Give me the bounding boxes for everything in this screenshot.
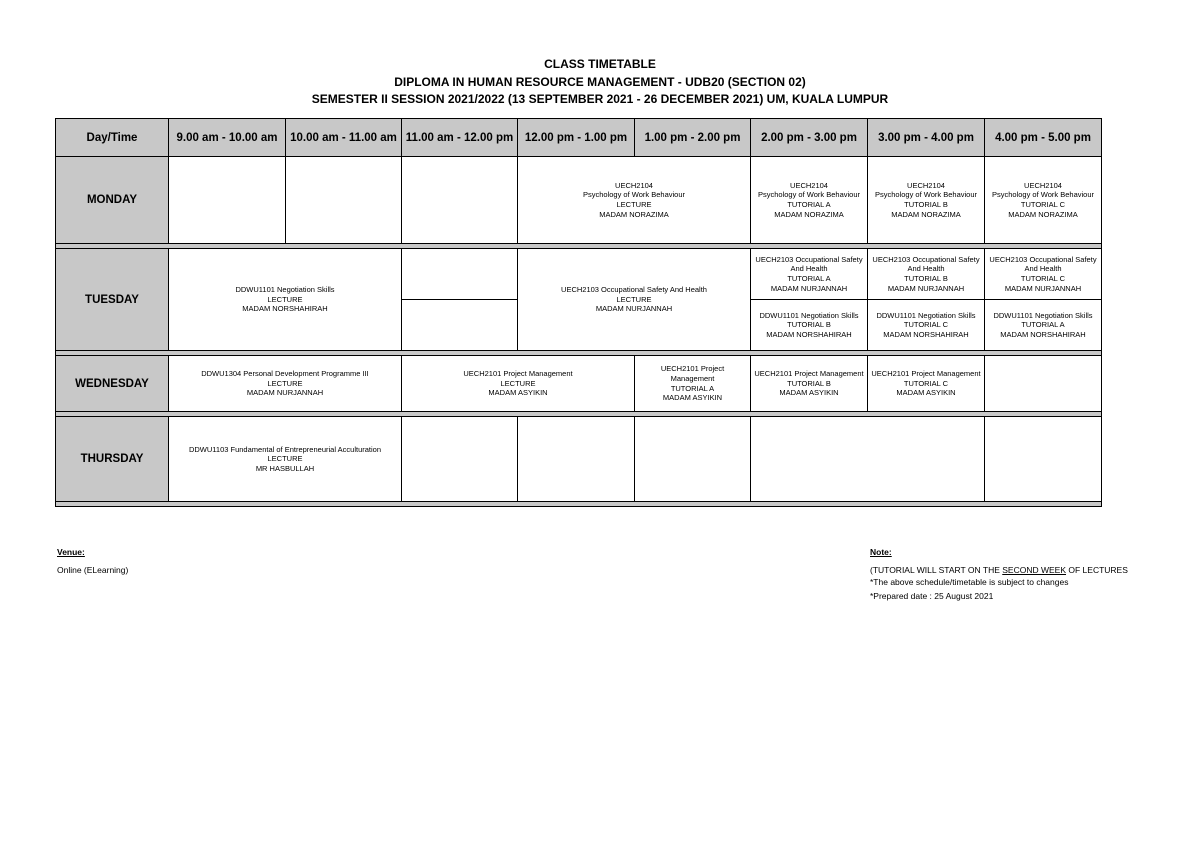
empty-cell: [169, 157, 286, 244]
empty-cell: [402, 249, 518, 300]
class-cell: UECH2101 Project Management TUTORIAL A MADAM ASYIKIN: [635, 356, 751, 412]
header-row: [56, 119, 1102, 157]
header-slot-1: 1.00 pm - 2.00 pm: [635, 119, 751, 157]
class-cell: UECH2104 Psychology of Work Behaviour TUTORIAL C MADAM NORAZIMA: [985, 157, 1102, 244]
empty-cell: [518, 417, 635, 502]
day-tuesday: TUESDAY: [56, 249, 169, 351]
class-cell: UECH2104 Psychology of Work Behaviour TUTORIAL B MADAM NORAZIMA: [868, 157, 985, 244]
class-cell: UECH2104 Psychology of Work Behaviour TUTORIAL A MADAM NORAZIMA: [751, 157, 868, 244]
empty-cell: [286, 157, 402, 244]
empty-cell: [402, 157, 518, 244]
header-slot-2: 2.00 pm - 3.00 pm: [751, 119, 868, 157]
class-cell: UECH2104 Psychology of Work Behaviour LECTURE MADAM NORAZIMA: [518, 157, 751, 244]
wednesday-row: [56, 356, 1102, 412]
thursday-row: [56, 417, 1102, 502]
empty-cell: [635, 417, 751, 502]
class-cell: UECH2101 Project Management LECTURE MADAM ASYIKIN: [402, 356, 635, 412]
class-cell: DDWU1101 Negotiation Skills TUTORIAL C MADAM NORSHAHIRAH: [868, 300, 985, 351]
note-prepared-date: *Prepared date : 25 August 2021: [870, 591, 994, 601]
timetable: [55, 118, 1102, 507]
day-thursday: THURSDAY: [56, 417, 169, 502]
empty-cell: [402, 300, 518, 351]
header-slot-4: 4.00 pm - 5.00 pm: [985, 119, 1102, 157]
empty-cell: [985, 417, 1102, 502]
header-slot-11: 11.00 am - 12.00 pm: [402, 119, 518, 157]
tuesday-row: [56, 249, 1102, 300]
class-cell: UECH2101 Project Management TUTORIAL B MADAM ASYIKIN: [751, 356, 868, 412]
monday-row: [56, 157, 1102, 244]
empty-cell: [402, 417, 518, 502]
note-schedule-changes: *The above schedule/timetable is subject to changes: [870, 577, 1069, 587]
class-cell: UECH2103 Occupational Safety And Health TUTORIAL C MADAM NURJANNAH: [985, 249, 1102, 300]
venue-label: Venue:: [57, 547, 85, 557]
header-slot-12: 12.00 pm - 1.00 pm: [518, 119, 635, 157]
semester-title: SEMESTER II SESSION 2021/2022 (13 SEPTEMBER 2021 - 26 DECEMBER 2021) UM, KUALA LUMPUR: [311, 92, 889, 106]
class-cell: UECH2103 Occupational Safety And Health TUTORIAL A MADAM NURJANNAH: [751, 249, 868, 300]
note-tutorial-start: (TUTORIAL WILL START ON THE SECOND WEEK OF LECTURES: [870, 565, 1128, 575]
header-slot-10: 10.00 am - 11.00 am: [286, 119, 402, 157]
class-cell: UECH2103 Occupational Safety And Health TUTORIAL B MADAM NURJANNAH: [868, 249, 985, 300]
empty-cell: [751, 417, 985, 502]
class-cell: DDWU1101 Negotiation Skills LECTURE MADAM NORSHAHIRAH: [169, 249, 402, 351]
programme-title: DIPLOMA IN HUMAN RESOURCE MANAGEMENT - UDB20 (SECTION 02): [394, 74, 806, 89]
header-slot-3: 3.00 pm - 4.00 pm: [868, 119, 985, 157]
venue-value: Online (ELearning): [57, 565, 129, 575]
timetable-header: [0, 56, 1200, 109]
class-cell: DDWU1101 Negotiation Skills TUTORIAL B MADAM NORSHAHIRAH: [751, 300, 868, 351]
class-cell: DDWU1103 Fundamental of Entrepreneurial Acculturation LECTURE MR HASBULLAH: [169, 417, 402, 502]
class-cell: DDWU1304 Personal Development Programme III LECTURE MADAM NURJANNAH: [169, 356, 402, 412]
page-title: CLASS TIMETABLE: [544, 57, 656, 71]
day-wednesday: WEDNESDAY: [56, 356, 169, 412]
day-monday: MONDAY: [56, 157, 169, 244]
class-cell: UECH2103 Occupational Safety And Health LECTURE MADAM NURJANNAH: [518, 249, 751, 351]
empty-cell: [985, 356, 1102, 412]
row-separator: [56, 502, 1102, 507]
note-label: Note:: [870, 547, 892, 557]
header-slot-9: 9.00 am - 10.00 am: [169, 119, 286, 157]
header-day-time: Day/Time: [56, 119, 169, 157]
class-cell: UECH2101 Project Management TUTORIAL C MADAM ASYIKIN: [868, 356, 985, 412]
class-cell: DDWU1101 Negotiation Skills TUTORIAL A MADAM NORSHAHIRAH: [985, 300, 1102, 351]
